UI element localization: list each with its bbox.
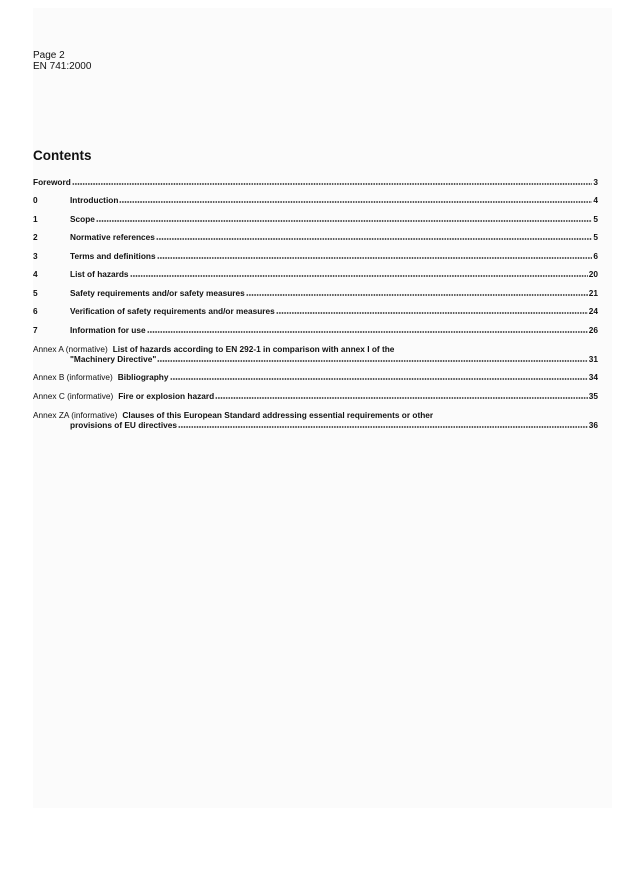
dot-leader [178, 426, 588, 428]
toc-num: 2 [33, 232, 38, 242]
toc-entry[interactable] [33, 242, 598, 261]
dot-leader [170, 378, 588, 380]
toc-num: 7 [33, 324, 38, 335]
page-title: Contents [33, 148, 92, 163]
toc-page: 6 [593, 250, 598, 261]
toc-title: Information for use [70, 324, 146, 335]
page-header [33, 50, 91, 72]
annex-title-line2: "Machinery Directive" [70, 353, 157, 364]
annex-title-line2: provisions of EU directives [70, 419, 177, 430]
toc-page: 4 [593, 195, 598, 205]
dot-leader [157, 257, 593, 259]
toc-num: 0 [33, 195, 38, 205]
dot-leader [276, 312, 588, 314]
toc-annex-a[interactable] [33, 335, 598, 364]
toc-num: 6 [33, 306, 38, 316]
dot-leader [119, 201, 592, 203]
dot-leader [157, 360, 588, 362]
dot-leader [96, 220, 592, 222]
toc-annex-za[interactable] [33, 401, 598, 430]
page-number: Page 2 [33, 50, 65, 61]
toc-title: Introduction [70, 195, 119, 205]
toc-page: 5 [593, 232, 598, 242]
dot-leader [246, 294, 588, 296]
toc-entry[interactable] [33, 205, 598, 224]
toc-title: Scope [70, 213, 95, 224]
table-of-contents [33, 168, 598, 430]
toc-entry-foreword[interactable] [33, 168, 598, 187]
dot-leader [130, 275, 588, 277]
toc-entry[interactable] [33, 187, 598, 206]
annex-title: Fire or explosion hazard [118, 390, 215, 401]
standard-id: EN 741:2000 [33, 61, 92, 72]
toc-page: 21 [588, 287, 598, 298]
toc-title: Terms and definitions [70, 250, 156, 261]
annex-prefix: Annex A (normative) [33, 343, 108, 354]
annex-prefix: Annex C (informative) [33, 390, 114, 401]
toc-entry[interactable] [33, 224, 598, 243]
toc-page: 24 [588, 306, 598, 316]
toc-entry[interactable] [33, 279, 598, 298]
dot-leader [215, 397, 588, 399]
toc-num: 3 [33, 250, 38, 261]
dot-leader [147, 331, 588, 333]
annex-title: Bibliography [117, 372, 169, 382]
annex-prefix: Annex ZA (informative) [33, 409, 118, 420]
toc-num: 1 [33, 213, 38, 224]
toc-page: 26 [588, 324, 598, 335]
annex-title-line1: Clauses of this European Standard addressing essential requirements or other [122, 409, 434, 420]
toc-title: Safety requirements and/or safety measures [70, 287, 245, 298]
toc-num: 4 [33, 269, 38, 279]
toc-title: Foreword [33, 176, 71, 187]
toc-page: 20 [588, 269, 598, 279]
dot-leader [156, 238, 593, 240]
toc-page: 35 [588, 390, 598, 401]
toc-page: 34 [588, 372, 598, 382]
toc-num: 5 [33, 287, 38, 298]
toc-page: 31 [588, 353, 598, 364]
dot-leader [72, 183, 593, 185]
toc-entry[interactable] [33, 298, 598, 317]
toc-annex-c[interactable] [33, 382, 598, 401]
toc-annex-b[interactable] [33, 364, 598, 383]
annex-title-line1: List of hazards according to EN 292-1 in comparison with annex I of the [112, 343, 395, 354]
toc-title: List of hazards [70, 269, 129, 279]
annex-prefix: Annex B (informative) [33, 372, 113, 382]
toc-title: Normative references [70, 232, 155, 242]
toc-entry[interactable] [33, 261, 598, 280]
toc-page: 3 [593, 176, 598, 187]
toc-page: 36 [588, 419, 598, 430]
toc-title: Verification of safety requirements and/or measures [70, 306, 275, 316]
toc-page: 5 [593, 213, 598, 224]
toc-entry[interactable] [33, 316, 598, 335]
